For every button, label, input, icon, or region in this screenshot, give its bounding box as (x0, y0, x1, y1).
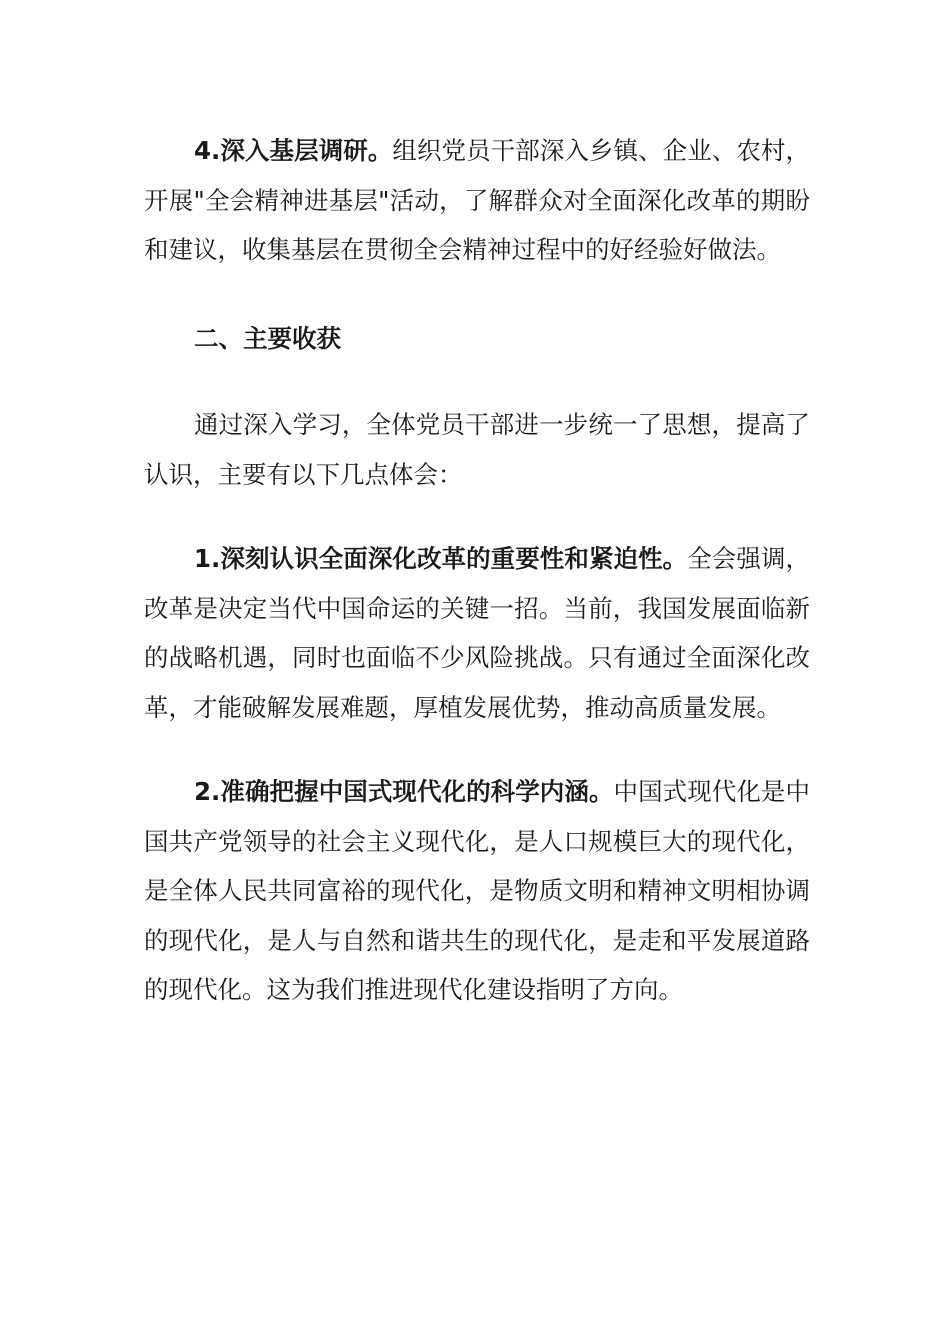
paragraph-text: 中国式现代化是中国共产党领导的社会主义现代化，是人口规模巨大的现代化，是全体人民共同富裕的现代化，是物质文明和精神文明相协调的现代化，是人与自然和谐共生的现代化，是走和平发展道路的现代化。这为我们推进现代化建设指明了方向。 (144, 777, 810, 1004)
paragraph-reform-importance (144, 534, 810, 732)
paragraph-lead: 1.深刻认识全面深化改革的重要性和紧迫性。 (194, 544, 688, 573)
paragraph-lead: 4.深入基层调研。 (194, 136, 393, 165)
paragraph-text: 组织党员干部深入乡镇、企业、农村，开展"全会精神进基层"活动，了解群众对全面深化改革的期盼和建议，收集基层在贯彻全会精神过程中的好经验好做法。 (144, 136, 810, 264)
paragraph-intro (144, 400, 810, 499)
paragraph-grassroots-research (144, 126, 810, 275)
paragraph-modernization (144, 767, 810, 1015)
spacer (144, 499, 810, 534)
document-body (144, 126, 810, 1015)
paragraph-lead: 2.准确把握中国式现代化的科学内涵。 (194, 777, 614, 806)
section-heading: 二、主要收获 (194, 323, 341, 353)
paragraph-text: 通过深入学习，全体党员干部进一步统一了思想，提高了认识，主要有以下几点体会： (144, 410, 810, 489)
spacer (144, 275, 810, 314)
spacer (144, 732, 810, 767)
spacer (144, 363, 810, 400)
paragraph-text: 全会强调，改革是决定当代中国命运的关键一招。当前，我国发展面临新的战略机遇，同时也面临不少风险挑战。只有通过全面深化改革，才能破解发展难题，厚植发展优势，推动高质量发展。 (144, 544, 811, 722)
